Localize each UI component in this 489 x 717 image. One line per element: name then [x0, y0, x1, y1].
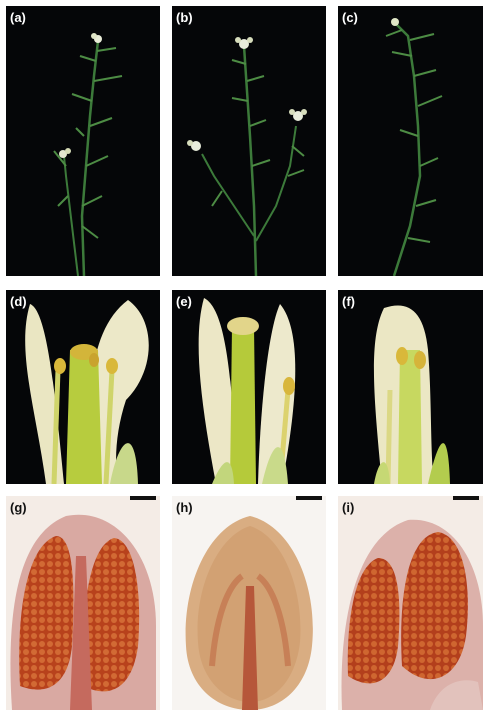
- panel-f-flower: [338, 290, 483, 484]
- panel-g-anther: [6, 496, 160, 710]
- panel-label-b: (b): [176, 10, 193, 25]
- panel-label-i: (i): [342, 500, 355, 515]
- flower-f-image: [338, 290, 483, 484]
- panel-label-c: (c): [342, 10, 358, 25]
- scale-bar-g: [130, 496, 156, 500]
- panel-label-e: (e): [176, 294, 192, 309]
- flower-d-image: [6, 290, 160, 484]
- panel-a-inflorescence: [6, 6, 160, 276]
- panel-label-h: (h): [176, 500, 193, 515]
- anther-h-image: [172, 496, 326, 710]
- panel-label-g: (g): [10, 500, 27, 515]
- panel-c-inflorescence: [338, 6, 483, 276]
- panel-h-anther: [172, 496, 326, 710]
- inflorescence-a-image: [6, 6, 160, 276]
- panel-label-f: (f): [342, 294, 355, 309]
- scale-bar-h: [296, 496, 322, 500]
- panel-i-anther: [338, 496, 483, 710]
- panel-label-a: (a): [10, 10, 26, 25]
- inflorescence-b-image: [172, 6, 326, 276]
- anther-i-image: [338, 496, 483, 710]
- flower-e-image: [172, 290, 326, 484]
- panel-d-flower: [6, 290, 160, 484]
- inflorescence-c-image: [338, 6, 483, 276]
- scale-bar-i: [453, 496, 479, 500]
- panel-b-inflorescence: [172, 6, 326, 276]
- panel-label-d: (d): [10, 294, 27, 309]
- panel-e-flower: [172, 290, 326, 484]
- anther-g-image: [6, 496, 160, 710]
